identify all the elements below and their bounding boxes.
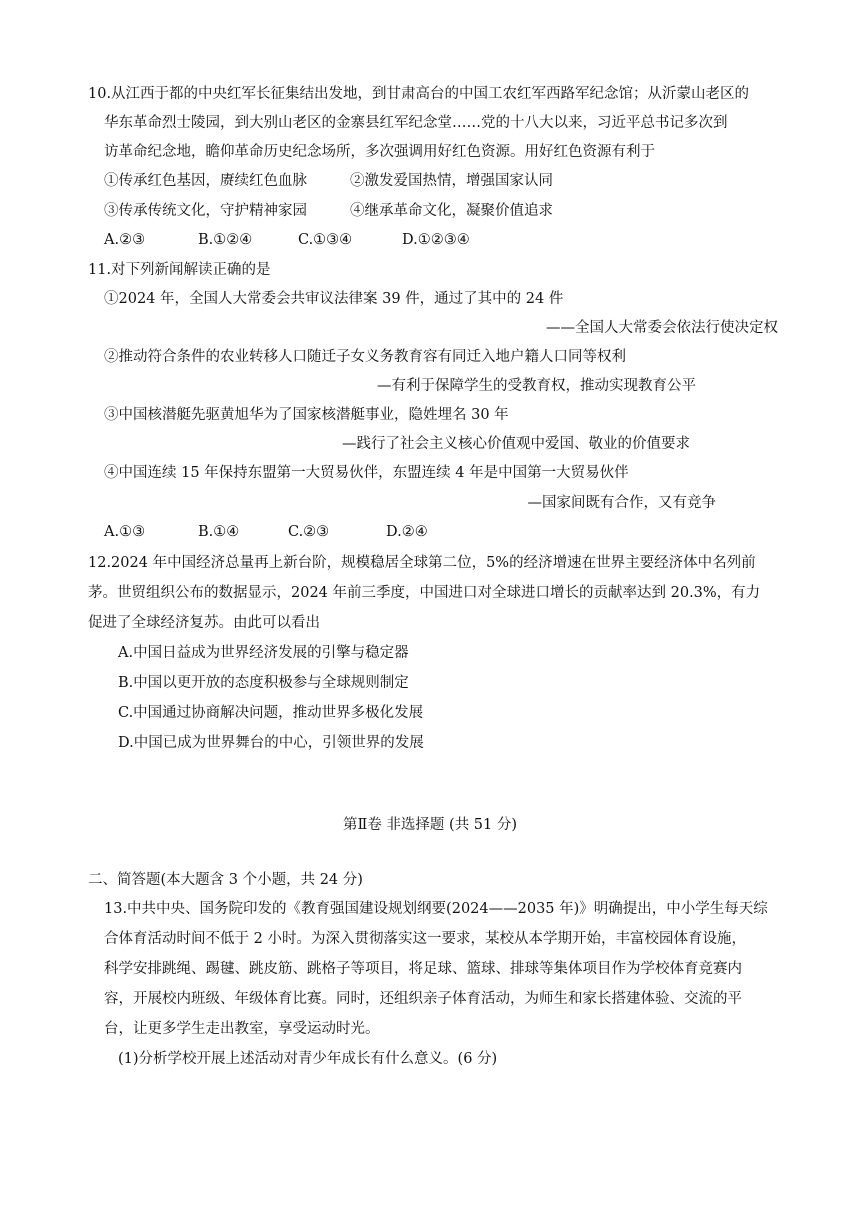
q13-stem-line-5: 台，让更多学生走出教室，享受运动时光。 xyxy=(104,1021,380,1037)
q12-option-a: A.中国日益成为世界经济发展的引擎与稳定器 xyxy=(118,645,409,661)
q10-stem-line-3: 访革命纪念地，瞻仰革命历史纪念场所，多次强调用好红色资源。用好红色资源有利于 xyxy=(104,144,655,160)
q11-option-b: B.①④ xyxy=(198,524,240,540)
q13-subquestion-1: (1)分析学校开展上述活动对青少年成长有什么意义。(6 分) xyxy=(118,1051,498,1067)
q13-stem-line-1: 13.中共中央、国务院印发的《教育强国建设规划纲要(2024——2035 年)》明确提出，中小学生每天综 xyxy=(104,901,768,917)
q10-option-d: D.①②③④ xyxy=(402,232,470,248)
q12-stem-line-3: 促进了全球经济复苏。由此可以看出 xyxy=(88,615,320,631)
q11-item-2: ②推动符合条件的农业转移人口随迁子女义务教育容有同迁入地户籍人口同等权利 xyxy=(104,349,626,365)
q11-item-3: ③中国核潜艇先驱黄旭华为了国家核潜艇事业，隐姓埋名 30 年 xyxy=(104,407,509,423)
q13-stem-line-3: 科学安排跳绳、踢毽、跳皮筋、跳格子等项目，将足球、篮球、排球等集体项目作为学校体育竞赛内 xyxy=(104,961,742,977)
q11-option-c: C.②③ xyxy=(288,524,330,540)
q13-stem-line-2: 合体育活动时间不低于 2 小时。为深入贯彻落实这一要求，某校从本学期开始，丰富校园体育设施， xyxy=(104,931,746,947)
q11-item-1: ①2024 年，全国人大常委会共审议法律案 39 件，通过了其中的 24 件 xyxy=(104,291,564,307)
q10-stem-line-1: 10.从江西于都的中央红军长征集结出发地，到甘肃高台的中国工农红军西路军纪念馆；从沂蒙山老区的 xyxy=(88,86,750,102)
q10-item-4: ④继承革命文化，凝聚价值追求 xyxy=(350,203,553,219)
q10-option-b: B.①②④ xyxy=(198,232,253,248)
q10-option-a: A.②③ xyxy=(104,232,146,248)
q12-option-d: D.中国已成为世界舞台的中心，引领世界的发展 xyxy=(118,735,424,751)
q11-item-2-note: —有利于保障学生的受教育权，推动实现教育公平 xyxy=(377,378,696,394)
q11-item-4: ④中国连续 15 年保持东盟第一大贸易伙伴，东盟连续 4 年是中国第一大贸易伙伴 xyxy=(104,465,629,481)
q12-option-b: B.中国以更开放的态度积极参与全球规则制定 xyxy=(118,675,409,691)
part-2-title: 第Ⅱ卷 非选择题 (共 51 分) xyxy=(342,817,518,833)
q12-stem-line-1: 12.2024 年中国经济总量再上新台阶，规模稳居全球第二位，5%的经济增速在世界主要经济体中名列前 xyxy=(88,555,756,571)
q10-item-1: ①传承红色基因，赓续红色血脉 xyxy=(104,173,307,189)
q13-stem-line-4: 容，开展校内班级、年级体育比赛。同时，还组织亲子体育活动，为师生和家长搭建体验、交流的平 xyxy=(104,991,742,1007)
q11-option-a: A.①③ xyxy=(104,524,146,540)
q10-stem-line-2: 华东革命烈士陵园，到大别山老区的金寨县红军纪念堂……党的十八大以来，习近平总书记多次到 xyxy=(104,115,728,131)
q12-stem-line-2: 茅。世贸组织公布的数据显示，2024 年前三季度，中国进口对全球进口增长的贡献率达到 20.3%，有力 xyxy=(88,585,761,601)
q10-option-c: C.①③④ xyxy=(298,232,353,248)
q11-stem: 11.对下列新闻解读正确的是 xyxy=(88,262,271,278)
q11-item-3-note: —践行了社会主义核心价值观中爱国、敬业的价值要求 xyxy=(342,436,690,452)
q11-item-4-note: —国家间既有合作，又有竞争 xyxy=(527,495,716,511)
q10-item-2: ②激发爱国热情，增强国家认同 xyxy=(350,173,553,189)
q12-option-c: C.中国通过协商解决问题，推动世界多极化发展 xyxy=(118,705,424,721)
q11-item-1-note: ——全国人大常委会依法行使决定权 xyxy=(546,320,778,336)
section-2-title: 二、简答题(本大题含 3 个小题，共 24 分) xyxy=(88,872,363,888)
q11-option-d: D.②④ xyxy=(386,524,428,540)
q10-item-3: ③传承传统文化，守护精神家园 xyxy=(104,203,307,219)
